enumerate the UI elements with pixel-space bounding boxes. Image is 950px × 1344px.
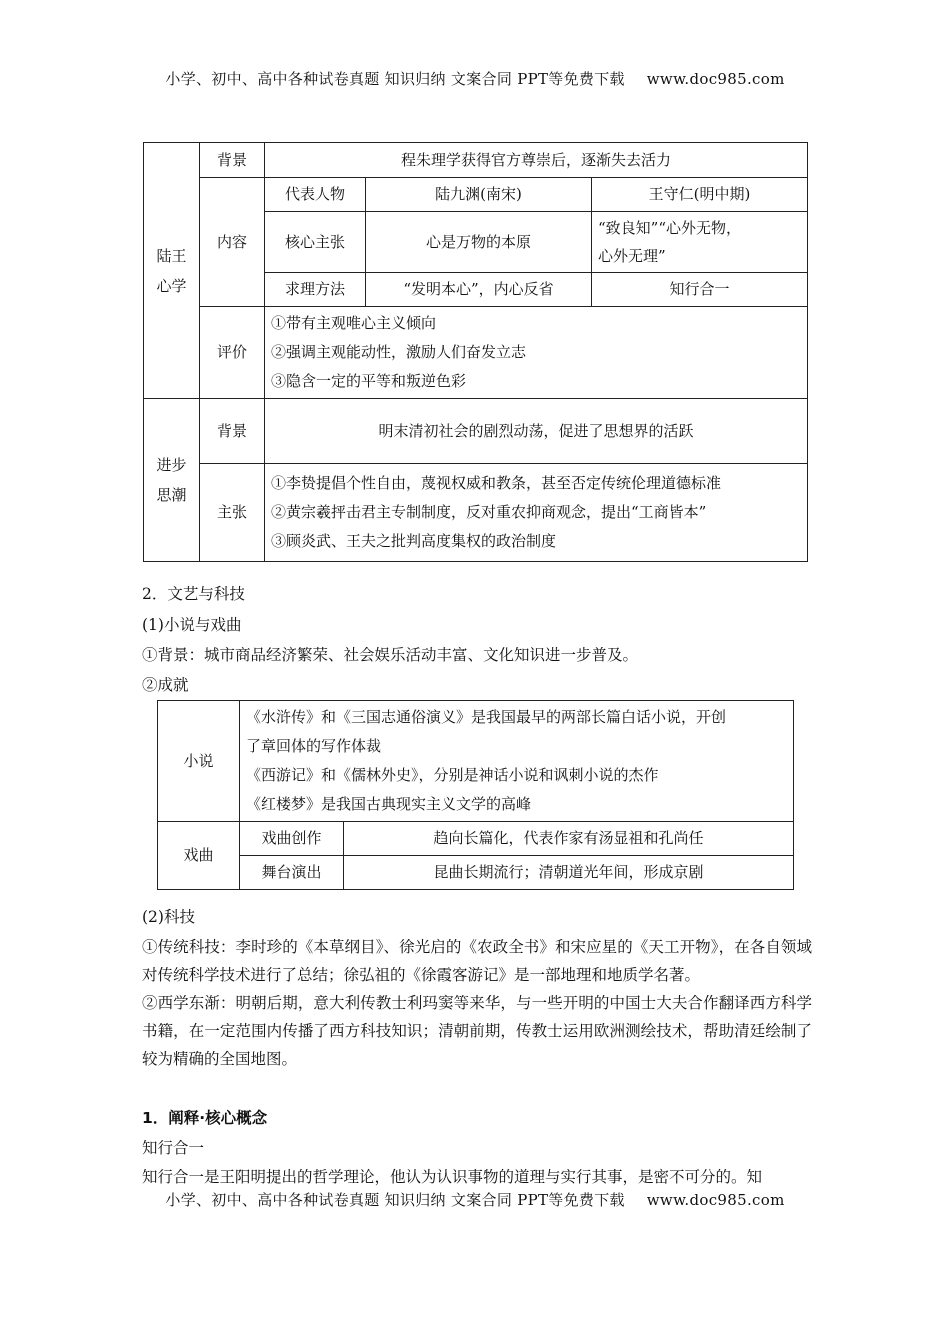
jinbu-label: 进步 思潮 — [144, 399, 200, 562]
eval-item: ②强调主观能动性，激励人们奋发立志 — [271, 343, 527, 361]
claim-wang: “致良知”“心外无物， 心外无理” — [592, 212, 808, 273]
drama-create: 趋向长篇化，代表作家有汤显祖和孔尚任 — [344, 822, 794, 856]
section2-title: 2．文艺与科技 — [142, 585, 245, 603]
claim-label: 核心主张 — [265, 212, 366, 273]
claim-item: ②黄宗羲抨击君主专制制度，反对重农抑商观念，提出“工商皆本” — [271, 503, 707, 521]
concept-term: 知行合一 — [142, 1139, 205, 1157]
science-western: ②西学东渐：明朝后期，意大利传教士利玛窦等来华，与一些开明的中国士大夫合作翻译西方科学书籍，在一定范围内传播了西方科技知识；清朝前期，传教士运用欧洲测绘技术，帮助清廷绘制了较为精确的全国地图。 — [142, 994, 812, 1068]
luwang-background: 程朱理学获得官方尊崇后，逐渐失去活力 — [265, 143, 808, 178]
method-label: 求理方法 — [265, 273, 366, 307]
jinbu-background: 明末清初社会的剧烈动荡，促进了思想界的活跃 — [265, 399, 808, 464]
drama-stage: 昆曲长期流行；清朝道光年间，形成京剧 — [344, 856, 794, 890]
concept-title: 1．阐释·核心概念 — [142, 1109, 268, 1127]
novel-line: 了章回体的写作体裁 — [246, 737, 382, 755]
rep-wang: 王守仁(明中期) — [592, 178, 808, 212]
footer-url: www.doc985.com — [646, 1191, 785, 1209]
claim-lu: 心是万物的本原 — [366, 212, 592, 273]
section2-achieve: ②成就 — [142, 676, 189, 694]
eval-item: ①带有主观唯心主义倾向 — [271, 314, 437, 332]
luwang-background-label: 背景 — [200, 143, 265, 178]
drama-create-label: 戏曲创作 — [240, 822, 344, 856]
concept-definition: 知行合一是王阳明提出的哲学理论，他认为认识事物的道理与实行其事，是密不可分的。知 — [142, 1168, 763, 1186]
section2-sub1: (1)小说与戏曲 — [142, 616, 242, 634]
drama-label: 戏曲 — [158, 822, 240, 890]
method-lu: “发明本心”，内心反省 — [366, 273, 592, 307]
page-header — [0, 68, 950, 89]
novel-line: 《红楼梦》是我国古典现实主义文学的高峰 — [246, 795, 532, 813]
rep-lu: 陆九渊(南宋) — [366, 178, 592, 212]
drama-stage-label: 舞台演出 — [240, 856, 344, 890]
claim-item: ①李贽提倡个性自由，蔑视权威和教条，甚至否定传统伦理道德标准 — [271, 474, 722, 492]
science-traditional: ①传统科技：李时珍的《本草纲目》、徐光启的《农政全书》和宋应星的《天工开物》，在各自领域对传统科学技术进行了总结；徐弘祖的《徐霞客游记》是一部地理和地质学名著。 — [142, 938, 812, 984]
method-wang: 知行合一 — [592, 273, 808, 307]
novel-label: 小说 — [158, 701, 240, 822]
header-text: 小学、初中、高中各种试卷真题 知识归纳 文案合同 PPT等免费下载 — [165, 70, 625, 88]
novel-line: 《西游记》和《儒林外史》，分别是神话小说和讽刺小说的杰作 — [246, 766, 659, 784]
header-url: www.doc985.com — [646, 70, 785, 88]
footer-text: 小学、初中、高中各种试卷真题 知识归纳 文案合同 PPT等免费下载 — [165, 1191, 625, 1209]
jinbu-claims — [265, 464, 808, 562]
luwang-content-label: 内容 — [200, 178, 265, 307]
novel-line: 《水浒传》和《三国志通俗演义》是我国最早的两部长篇白话小说，开创 — [246, 708, 727, 726]
eval-list — [265, 307, 808, 399]
literature-table — [157, 700, 794, 890]
eval-label: 评价 — [200, 307, 265, 399]
luwang-label: 陆王 心学 — [144, 143, 200, 399]
rep-label: 代表人物 — [265, 178, 366, 212]
page-footer — [0, 1189, 950, 1210]
thought-table — [143, 142, 808, 562]
science-title: (2)科技 — [142, 908, 195, 926]
jinbu-background-label: 背景 — [200, 399, 265, 464]
eval-item: ③隐含一定的平等和叛逆色彩 — [271, 372, 467, 390]
novel-content — [240, 701, 794, 822]
jinbu-claims-label: 主张 — [200, 464, 265, 562]
section2-background: ①背景：城市商品经济繁荣、社会娱乐活动丰富、文化知识进一步普及。 — [142, 646, 639, 664]
claim-item: ③顾炎武、王夫之批判高度集权的政治制度 — [271, 532, 557, 550]
